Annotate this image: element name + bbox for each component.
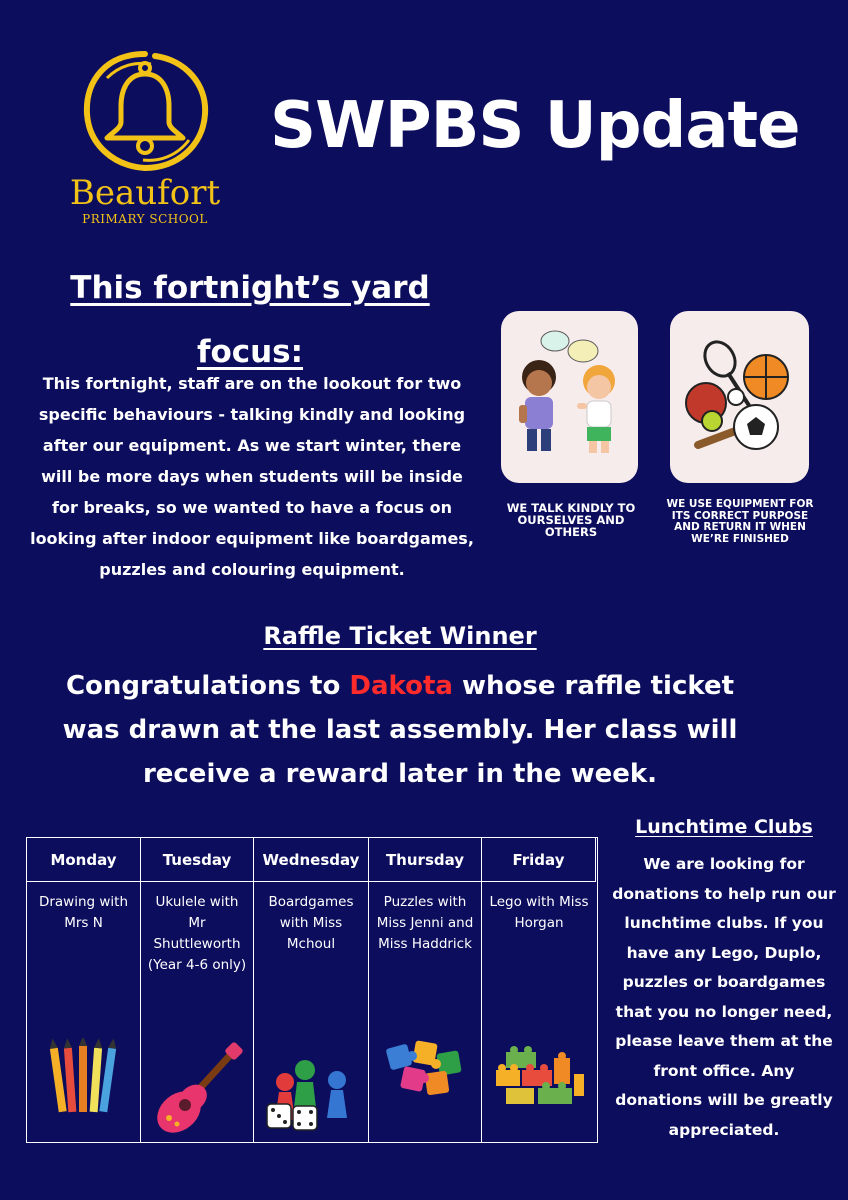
boardgame-icon xyxy=(263,1056,359,1134)
bell-icon xyxy=(77,48,213,176)
yard-focus-heading: This fortnight’s yard focus: xyxy=(70,270,430,370)
card-use-equipment xyxy=(670,311,809,483)
table-header-monday: Monday xyxy=(27,838,141,882)
logo-school-subtitle: PRIMARY SCHOOL xyxy=(82,212,208,226)
table-cell-text: Boardgames with Miss Mchoul xyxy=(268,894,354,952)
table-cell-tuesday xyxy=(141,882,254,1142)
kids-talking-icon xyxy=(501,311,638,483)
table-cell-text: Ukulele with Mr Shuttleworth (Year 4-6 only) xyxy=(147,894,247,973)
table-cell-text: Lego with Miss Horgan xyxy=(489,894,589,931)
table-header-wednesday: Wednesday xyxy=(254,838,369,882)
raffle-text-after: whose raffle ticket was drawn at the last assembly. Her class will receive a reward later in the week. xyxy=(62,671,738,789)
table-header-thursday: Thursday xyxy=(369,838,482,882)
school-logo xyxy=(55,48,235,233)
page-title: SWPBS Update xyxy=(270,89,800,163)
pencils-icon xyxy=(44,1038,124,1120)
lego-icon xyxy=(492,1044,586,1110)
card-talk-kindly xyxy=(501,311,638,483)
table-cell-monday xyxy=(27,882,141,1142)
yard-focus-body: This fortnight, staff are on the lookout for two specific behaviours - talking kindly and looking after our equipment. As we start winter, there will be more days when students will be inside for breaks, so we wanted to have a focus on looking after indoor equipment like boardgames, puzzles and colouring equipment. xyxy=(30,374,474,579)
raffle-body xyxy=(60,664,740,796)
raffle-winner-name: Dakota xyxy=(349,671,453,701)
card-talk-caption: WE TALK KINDLY TO OURSELVES AND OTHERS xyxy=(506,501,636,539)
card-equipment-caption: WE USE EQUIPMENT FOR ITS CORRECT PURPOSE AND RETURN IT WHEN WE’RE FINISHED xyxy=(666,498,814,545)
sports-equipment-icon xyxy=(670,311,809,483)
raffle-heading: Raffle Ticket Winner xyxy=(263,622,537,650)
table-cell-friday xyxy=(482,882,596,1142)
lunchtime-clubs-heading: Lunchtime Clubs xyxy=(635,816,813,838)
table-cell-thursday xyxy=(369,882,482,1142)
table-cell-wednesday xyxy=(254,882,369,1142)
raffle-text-before: Congratulations to xyxy=(65,671,350,701)
lunchtime-clubs-table xyxy=(26,837,598,1143)
table-cell-text: Drawing with Mrs N xyxy=(38,894,129,931)
table-cell-text: Puzzles with Miss Jenni and Miss Haddrick xyxy=(376,894,474,952)
ukulele-icon xyxy=(149,1042,245,1136)
logo-school-name: Beaufort xyxy=(69,173,221,213)
table-header-tuesday: Tuesday xyxy=(141,838,254,882)
table-header-friday: Friday xyxy=(482,838,596,882)
lunchtime-clubs-body: We are looking for donations to help run our lunchtime clubs. If you have any Lego, Duplo, puzzles or boardgames that you no longer need, please leave them at the front office. Any donations will be greatly appreciated. xyxy=(612,855,836,1139)
puzzle-icon xyxy=(384,1038,466,1108)
